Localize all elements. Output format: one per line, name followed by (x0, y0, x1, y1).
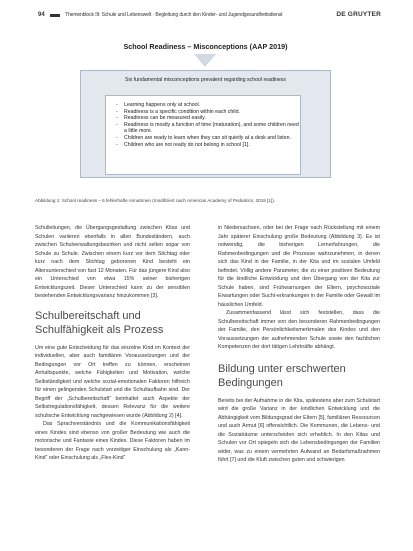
list-item: - Children who are not ready do not belong in school [1]. (116, 142, 300, 149)
body-paragraph: Bereits bei der Aufnahme in die Kita, spätestens aber zum Schulstart wird die große Varianz in der kindlichen Entwicklung und die Abhängigkeit vom Bildungsgrad der Eltern [5], familiären Ressourcen und auch Armut [6] offensichtlich. Die Kommunen, die Lebens- und die Sozialräume unterscheiden sich erheblich. In den Kitas und Schulen vor Ort spiegeln sich die Lebensbedingungen der Familien wider, was zu einem vermehrten Aufwand an Bedarfsmaßnahmen führt [7] und die Kluft zwischen guten und schwierigen (218, 397, 380, 463)
body-paragraph: Schulleitungen, die Übergangsgestaltung zwischen Kitas und Schulen variieren ebenfalls in allen Bundesländern, auch zwischen Schulverwaltungsbezirken und nicht selten sogar von Schule zu Schule. Zwischen einem kurz vor dem Stichtag oder kurz nach dem Stichtag geborenen Kind besteht ein Altersunterschied von fast 12 Monaten. Für das jüngere Kind also ein Unterschied von etwa 15% seiner bisherigen Entwicklungszeit. Dieser Unterschied kann zu der sensiblen bestehenden Entwicklungsvarianz hinzukommen [3]. (35, 225, 190, 299)
misconceptions-list-box (105, 95, 301, 175)
left-column (35, 224, 190, 463)
body-paragraph: Zusammenfassend lässt sich feststellen, dass die Schulbereitschaft immer von den besonderen Rahmenbedingungen der Familie, den Persönlichkeitsmerkmalen des Kindes und den Voraussetzungen der aufnehmenden Schule sowie den fachlichen Kompetenzen der dort tätigen Lehrkräfte abhängt. (218, 310, 380, 350)
figure-caption: Abbildung 1: School readiness – 6 fehlerhafte Annahmen (modifiziert nach American Academy of Pediatrics, 2019 [1]). (35, 198, 276, 203)
list-item: - Children are ready to learn when they can sit quietly at a desk and listen. (116, 135, 300, 142)
panel-label: Six fundamental misconceptions prevalent regarding school readiness (125, 77, 286, 83)
running-header (38, 11, 381, 23)
list-item: - Readiness can be measured easily. (116, 115, 300, 122)
list-item: - Readiness is a specific condition within each child. (116, 109, 300, 116)
list-item: - Learning happens only at school. (116, 102, 300, 109)
down-arrow-icon (194, 54, 216, 67)
misconceptions-panel (80, 70, 331, 178)
figure-school-readiness (80, 42, 331, 192)
body-paragraph: in Niedersachsen, oder bei der Frage nach Rückstellung mit einem Jahr späterer Einschulung große Bedeutung (Abbildung 3). Es ist notwendig, die bisherigen Lernerfahrungen, die Rahmenbedingungen und die Prozesse wahrzunehmen, in denen sich das Kind in der Familie, in der Kita und im sozialen Umfeld befindet. Völlig andere Parameter, die zu einer positiven Bedeutung für die kindliche Entwicklung und den Übergang von der Kita zur Schule haben, sind Frühwarnungen der Eltern, psychosoziale Erwartungen oder Sucht-erkrankungen in der Familie oder Gewalt im häuslichen Umfeld. (218, 225, 380, 308)
section-heading: Schulbereitschaft und Schulfähigkeit als Prozess (35, 309, 164, 336)
figure-title: School Readiness – Misconceptions (AAP 2019) (123, 42, 288, 51)
body-paragraph: Um eine gute Entscheidung für das einzelne Kind im Kontext der individuellen, aber auch familiären Voraussetzungen und der Bedingungen vor Ort treffen zu können, erscheinen Anhaltspunkte, welche Fähigkeiten und Motivation, welche Selbständigkeit und welche sozial-emotionalen Faktoren hilfreich für einen gelingenden Schulstart und die Schullaufbahn sind. Der Begriff der „Schulbereitschaft“ beinhaltet auch Aspekte der Selbstregulationsfähigkeit, dessen Relevanz für die weitere schulische Entwicklung nachgewiesen wurde (Abbildung 2) [4]. (35, 344, 190, 419)
header-divider-bar (50, 14, 60, 17)
body-paragraph: Das Sprachverständnis und die Kommunikationsfähigkeit eines Kindes sind ebenso von großer Bedeutung wie auch die motorische und Fantasie eines Kindes. Diese Faktoren haben im besonderen der Frage nach vorzeitiger Einschulung als „Kann-Kind“ oder Einschulung als „Flex-Kind“ (35, 421, 190, 461)
list-item: - Readiness is mostly a function of time (maturation), and some children need a little more. (116, 122, 300, 135)
section-heading: Bildung unter erschwerten Bedingungen (218, 362, 346, 389)
right-column (218, 224, 380, 465)
publisher-logo: DE GRUYTER (336, 11, 381, 18)
misconceptions-list (106, 96, 300, 148)
running-title: Themenblock III: Schule und Lebenswelt · Begleitung durch den Kinder- und Jugendgesundheitsdienst (65, 12, 283, 18)
page-number: 94 (38, 12, 45, 18)
